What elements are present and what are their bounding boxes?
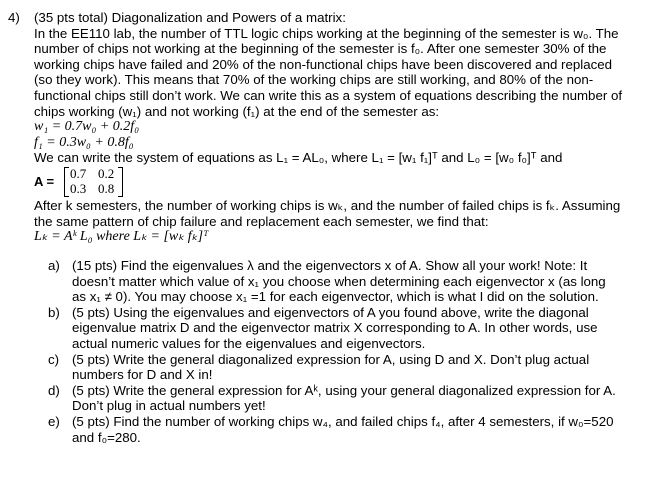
part-c-line-2: numbers for D and X in! [72,367,213,383]
part-b-label: b) [48,304,60,320]
part-a [48,258,638,305]
intro-line-7: chips working (w₁) and not working (f₁) at the end of the semester as: [34,103,440,119]
matrix-cell-11: 0.7 [70,165,87,181]
after-line-2: the same pattern of chip failure and replacement each semester, we find that: [34,213,489,229]
part-d-line-2: Don’t plug in actual numbers yet! [72,398,266,414]
matrix-cell-22: 0.8 [98,180,115,196]
part-c-label: c) [48,351,60,367]
part-c [48,352,638,383]
after-line-1: After k semesters, the number of working chips is wₖ, and the number of failed chips is fₖ. Assuming [34,197,621,213]
intro-line-2: In the EE110 lab, the number of TTL logic chips working at the beginning of the semester is w₀. The [34,25,619,41]
matrix-left-bracket [64,167,69,197]
intro-line-5: (so they work). This means that 70% of the working chips are still working, and 80% of the non- [34,72,594,88]
equation-f1: f₁ = 0.3w₀ + 0.8f₀ [34,134,134,150]
intro-line-6: functional chips still don’t work. We can write this as a system of equations describing the number of [34,87,623,103]
matrix-a [34,166,638,198]
question-number: 4) [8,10,20,25]
part-d-label: d) [48,382,60,398]
part-e-line-1: (5 pts) Find the number of working chips w₄, and failed chips f₄, after 4 semesters, if w₀=520 [72,413,614,429]
part-c-line-1: (5 pts) Write the general diagonalized expression for A, using D and X. Don’t plug actual [72,351,590,367]
part-e-line-2: and f₀=280. [72,429,141,445]
part-b-line-1: (5 pts) Using the eigenvalues and eigenvectors of A you found above, write the diagonal [72,304,589,320]
part-b-line-3: actual numeric values for the eigenvalues and eigenvectors. [72,335,426,351]
part-b [48,305,638,352]
part-e [48,414,638,445]
part-a-line-3: as x₁ ≠ 0). You may choose x₁ =1 for each eigenvector, which is what I did on the solution. [72,289,599,305]
system-line: We can write the system of equations as L₁ = AL₀, where L₁ = [w₁ f₁]ᵀ and L₀ = [w₀ f₀]ᵀ and [34,150,563,166]
part-a-label: a) [48,258,60,273]
equation-w1: w₁ = 0.7w₀ + 0.2f₀ [34,119,140,135]
part-b-line-2: eigenvalue matrix D and the eigenvector matrix X corresponding to A. In other words, use [72,320,598,336]
part-d-line-1: (5 pts) Write the general expression for Aᵏ, using your general diagonalized expression for A. [72,382,616,398]
intro-line-3: number of chips not working at the beginning of the semester is f₀. After one semester 30% of the [34,41,607,57]
part-a-line-2: doesn’t matter which value of x₁ you choose when determining each eigenvector x (as long [72,273,606,289]
equation-lk: Lₖ = Aᵏ L₀ where Lₖ = [wₖ fₖ]ᵀ [34,229,209,245]
sub-questions [48,258,638,445]
part-e-label: e) [48,413,60,429]
matrix-cell-12: 0.2 [98,165,115,181]
part-d [48,383,638,414]
intro-line-4: working chips have failed and 20% of the non-functional chips have been discovered and replaced [34,56,613,72]
part-a-line-1: (15 pts) Find the eigenvalues λ and the eigenvectors x of A. Show all your work! Note: It [72,258,588,273]
matrix-label: A = [34,173,55,189]
question-body [34,10,638,245]
matrix-right-bracket [118,167,123,197]
intro-line-1: (35 pts total) Diagonalization and Powers of a matrix: [34,10,346,25]
matrix-cell-21: 0.3 [70,180,87,196]
